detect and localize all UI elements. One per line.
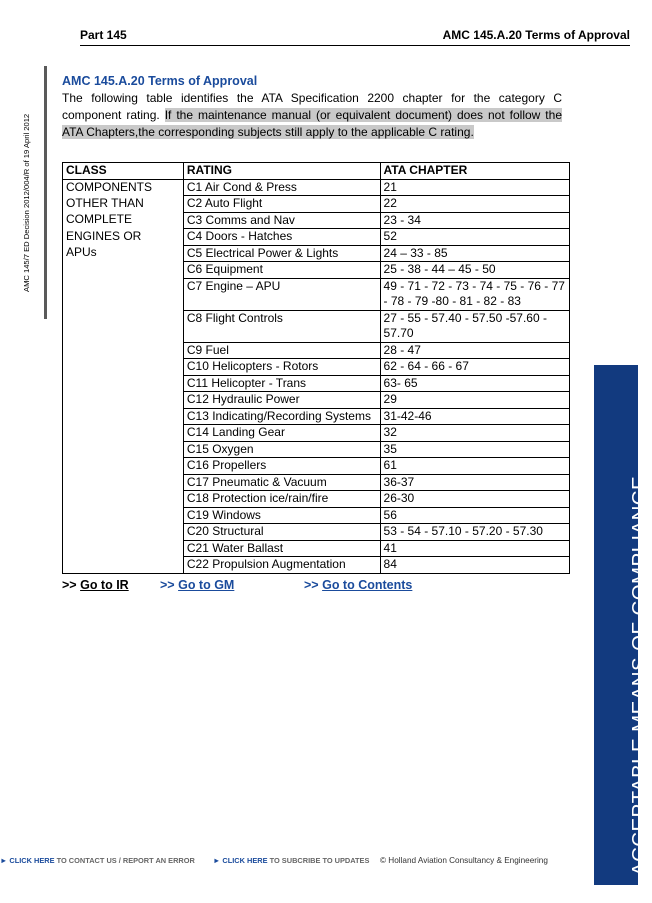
- ata-chapter-cell: 28 - 47: [380, 342, 569, 359]
- class-cell: [63, 229, 184, 246]
- rating-cell: C12 Hydraulic Power: [183, 392, 380, 409]
- go-to-contents-link[interactable]: >> Go to Contents: [304, 578, 413, 592]
- rating-cell: C15 Oxygen: [183, 441, 380, 458]
- ata-chapter-cell: 22: [380, 196, 569, 213]
- table-body: [63, 179, 570, 573]
- class-cell: [63, 458, 184, 475]
- class-cell: [63, 359, 184, 376]
- triangle-icon: ►: [213, 856, 221, 865]
- rating-cell: C19 Windows: [183, 507, 380, 524]
- rating-cell: C7 Engine – APU: [183, 278, 380, 310]
- ata-chapter-cell: 53 - 54 - 57.10 - 57.20 - 57.30: [380, 524, 569, 541]
- class-cell: [63, 262, 184, 279]
- table-row: [63, 540, 570, 557]
- table-row: [63, 196, 570, 213]
- class-cell: [63, 540, 184, 557]
- ata-chapter-cell: 61: [380, 458, 569, 475]
- rating-cell: C4 Doors - Hatches: [183, 229, 380, 246]
- table-row: [63, 212, 570, 229]
- class-cell: [63, 408, 184, 425]
- rating-cell: C8 Flight Controls: [183, 310, 380, 342]
- table-row: [63, 278, 570, 310]
- intro-text: The following table identifies the ATA Specification 2200 chapter for the category C component rating.: [62, 91, 562, 122]
- rating-cell: C18 Protection ice/rain/fire: [183, 491, 380, 508]
- table-row: [63, 359, 570, 376]
- table-row: [63, 392, 570, 409]
- class-cell: [63, 474, 184, 491]
- copyright: © Holland Aviation Consultancy & Engineering: [380, 856, 548, 865]
- ata-chapter-table: [62, 162, 570, 574]
- ata-chapter-cell: 84: [380, 557, 569, 574]
- ata-chapter-cell: 27 - 55 - 57.40 - 57.50 -57.60 - 57.70: [380, 310, 569, 342]
- class-cell: [63, 278, 184, 310]
- class-cell: [63, 425, 184, 442]
- intro-highlighted-text: If the maintenance manual (or equivalent document) does not follow the ATA Chapters,the corresponding subjects still apply to the applicable C rating.: [62, 108, 562, 139]
- class-line: COMPLETE: [66, 212, 133, 226]
- table-row: [63, 557, 570, 574]
- rating-cell: C10 Helicopters - Rotors: [183, 359, 380, 376]
- class-cell: [63, 375, 184, 392]
- ata-chapter-cell: 25 - 38 - 44 – 45 - 50: [380, 262, 569, 279]
- class-cell: [63, 196, 184, 213]
- intro-paragraph: [62, 90, 562, 141]
- table-row: [63, 179, 570, 196]
- contact-link[interactable]: ► CLICK HERE TO CONTACT US / REPORT AN ERROR: [0, 856, 195, 865]
- rating-cell: C1 Air Cond & Press: [183, 179, 380, 196]
- header-ata-chapter: ATA CHAPTER: [380, 163, 569, 180]
- side-decision-note: AMC 145/7 ED Decision 2012/004/R of 19 April 2012: [22, 113, 31, 292]
- header-rating: RATING: [183, 163, 380, 180]
- rating-cell: C17 Pneumatic & Vacuum: [183, 474, 380, 491]
- rating-cell: C20 Structural: [183, 524, 380, 541]
- section-title: AMC 145.A.20 Terms of Approval: [62, 74, 258, 88]
- ata-chapter-cell: 23 - 34: [380, 212, 569, 229]
- class-cell: [63, 491, 184, 508]
- rating-cell: C11 Helicopter - Trans: [183, 375, 380, 392]
- table-row: [63, 408, 570, 425]
- rating-cell: C2 Auto Flight: [183, 196, 380, 213]
- class-cell: [63, 179, 184, 196]
- class-cell: [63, 245, 184, 262]
- table-row: [63, 474, 570, 491]
- rating-cell: C22 Propulsion Augmentation: [183, 557, 380, 574]
- header-class: CLASS: [63, 163, 184, 180]
- ata-chapter-cell: 41: [380, 540, 569, 557]
- table-row: [63, 458, 570, 475]
- header-section: AMC 145.A.20 Terms of Approval: [442, 28, 630, 42]
- table-row: [63, 507, 570, 524]
- class-cell: [63, 392, 184, 409]
- rating-cell: C16 Propellers: [183, 458, 380, 475]
- subscribe-link[interactable]: ► CLICK HERE TO SUBCRIBE TO UPDATES: [213, 856, 370, 865]
- class-cell: [63, 342, 184, 359]
- table-row: [63, 310, 570, 342]
- table-row: [63, 524, 570, 541]
- rating-cell: C13 Indicating/Recording Systems: [183, 408, 380, 425]
- class-cell: [63, 524, 184, 541]
- ata-chapter-cell: 21: [380, 179, 569, 196]
- ata-chapter-cell: 29: [380, 392, 569, 409]
- rating-cell: C9 Fuel: [183, 342, 380, 359]
- ata-chapter-cell: 62 - 64 - 66 - 67: [380, 359, 569, 376]
- rating-cell: C14 Landing Gear: [183, 425, 380, 442]
- class-cell: [63, 310, 184, 342]
- ata-chapter-cell: 63- 65: [380, 375, 569, 392]
- ata-chapter-cell: 35: [380, 441, 569, 458]
- table-row: [63, 245, 570, 262]
- ata-chapter-cell: 52: [380, 229, 569, 246]
- header-part: Part 145: [80, 28, 127, 42]
- class-line: COMPONENTS: [66, 179, 153, 194]
- table-row: [63, 491, 570, 508]
- ata-chapter-cell: 31-42-46: [380, 408, 569, 425]
- class-line: OTHER THAN: [66, 195, 144, 210]
- table-header-row: [63, 163, 570, 180]
- table-row: [63, 425, 570, 442]
- table-row: [63, 229, 570, 246]
- table-row: [63, 441, 570, 458]
- ata-chapter-cell: 56: [380, 507, 569, 524]
- ata-chapter-cell: 26-30: [380, 491, 569, 508]
- class-cell: [63, 507, 184, 524]
- ata-chapter-cell: 36-37: [380, 474, 569, 491]
- ata-chapter-cell: 24 – 33 - 85: [380, 245, 569, 262]
- table-row: [63, 262, 570, 279]
- class-cell: [63, 441, 184, 458]
- amc-band-label: ACCEPTABLE MEANS OF COMPLIANCE: [628, 475, 651, 876]
- rating-cell: C21 Water Ballast: [183, 540, 380, 557]
- class-line: APUs: [66, 245, 97, 259]
- class-cell: [63, 557, 184, 574]
- ata-chapter-cell: 49 - 71 - 72 - 73 - 74 - 75 - 76 - 77 - 78 - 79 -80 - 81 - 82 - 83: [380, 278, 569, 310]
- rating-cell: C6 Equipment: [183, 262, 380, 279]
- go-to-ir-link[interactable]: >> Go to IR: [62, 578, 129, 592]
- table-row: [63, 342, 570, 359]
- page-header: [80, 28, 630, 46]
- class-cell: [63, 212, 184, 229]
- rating-cell: C5 Electrical Power & Lights: [183, 245, 380, 262]
- triangle-icon: ►: [0, 856, 8, 865]
- table-row: [63, 375, 570, 392]
- rating-cell: C3 Comms and Nav: [183, 212, 380, 229]
- side-divider: [44, 66, 47, 319]
- ata-chapter-cell: 32: [380, 425, 569, 442]
- class-line: ENGINES OR: [66, 228, 142, 243]
- go-to-gm-link[interactable]: >> Go to GM: [160, 578, 235, 592]
